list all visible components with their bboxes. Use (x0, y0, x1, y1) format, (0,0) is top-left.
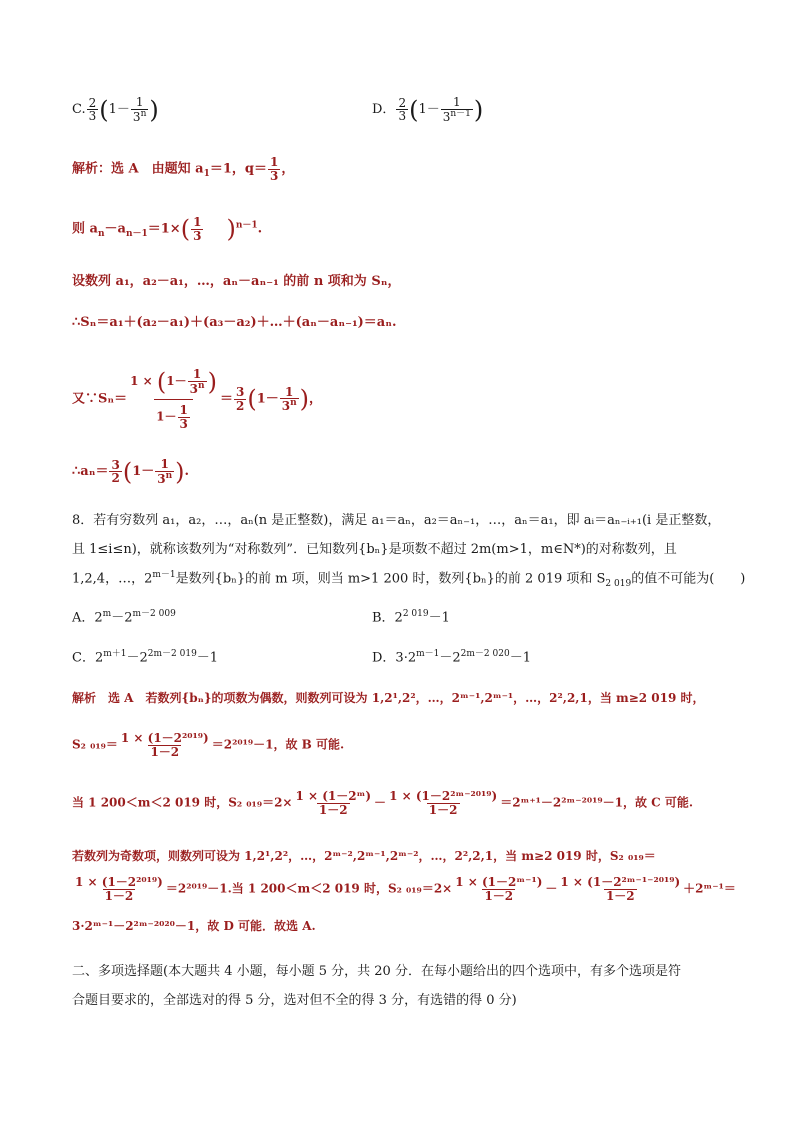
text: 解析：选 A 由题知 a (72, 161, 204, 177)
fraction (453, 876, 544, 902)
base: 3 (189, 381, 199, 396)
denominator (188, 381, 207, 396)
denominator (131, 109, 148, 124)
exponent: m (102, 609, 112, 619)
text: ＝1，q＝ (209, 161, 267, 177)
option-8d (372, 650, 531, 664)
base: 3 (132, 109, 141, 124)
numerator: 2 (88, 95, 97, 110)
denominator: 3 (269, 168, 279, 183)
numerator: 1 × (1－2ᵐ) (295, 789, 372, 803)
fraction-three-halves (109, 459, 121, 485)
option-d-label: D． (372, 102, 396, 118)
text: 1－ (166, 374, 187, 389)
base: 3 (281, 399, 291, 414)
text: ＝1× (147, 221, 181, 237)
denominator (280, 398, 299, 413)
text: －2 (126, 650, 148, 666)
numerator: 3 (111, 457, 120, 472)
exponent: n (140, 108, 147, 119)
numerator: 2 (398, 95, 407, 110)
text: － (374, 795, 387, 810)
numerator: 1 (192, 367, 202, 381)
exponent: m－1 (152, 570, 176, 580)
text: －1 (509, 650, 531, 666)
exponent: n (198, 380, 205, 391)
fraction (387, 790, 499, 816)
option-d (372, 96, 483, 123)
paren-close: ) (299, 385, 310, 414)
denominator: 3 (88, 109, 97, 124)
text: ＝2ᵐ⁺¹－2²ᵐ⁻²⁰¹⁹－1，故 C 可能. (500, 795, 694, 810)
fraction-two-thirds (396, 97, 408, 123)
option-8b (372, 610, 450, 624)
exponent: 2m－2 019 (147, 649, 197, 659)
base: 3 (157, 471, 166, 486)
solution7-line5 (72, 368, 322, 430)
denominator: 1－2 (318, 802, 348, 817)
numerator: 1 (160, 457, 169, 471)
fraction-1-over-3n-1 (441, 96, 473, 123)
solution7-line2 (72, 216, 262, 242)
text: －1 (196, 650, 219, 666)
text: 当 1 200＜m＜2 019 时，S₂ ₀₁₉＝2× (72, 795, 293, 810)
fraction (73, 876, 165, 902)
text: －a (104, 221, 126, 237)
text: － (545, 881, 558, 896)
solution8-line3 (72, 790, 693, 816)
text: ∴aₙ＝ (72, 464, 109, 480)
solution8-line1: 解析 选 A 若数列{bₙ}的项数为偶数，则数列可设为 1,2¹,2²，…，2ᵐ⁻¹,2ᵐ⁻¹，…，2²,2,1，当 m≥2 019 时， (72, 691, 705, 705)
fraction-1-over-3n (131, 96, 148, 123)
option-8a (72, 610, 176, 624)
denominator: 3 (179, 416, 188, 431)
paren-open: ( (180, 215, 191, 244)
text: 1－ (132, 464, 155, 480)
numerator: 1 × (1－2ᵐ⁻¹) (455, 875, 543, 889)
section2-heading-line2: 合题目要求的，全部选对的得 5 分，选对但不全的得 3 分，有选错的得 0 分) (72, 993, 517, 1008)
denominator (155, 471, 174, 486)
text: ＋2ᵐ⁻¹＝ (683, 881, 736, 896)
numerator: 1 × (1－2²⁰¹⁹) (120, 731, 209, 745)
numerator: 1 (135, 95, 144, 109)
fraction (293, 790, 373, 816)
numerator: 3 (235, 385, 245, 400)
denominator (441, 109, 473, 124)
fraction-two-thirds (87, 97, 99, 123)
paren-open: ( (122, 457, 133, 486)
denominator: 2 (235, 398, 245, 413)
denominator: 1－2 (428, 802, 458, 817)
text: 又∵Sₙ＝ (72, 391, 128, 407)
solution8-line4: 若数列为奇数项，则数列可设为 1,2¹,2²，…，2ᵐ⁻²,2ᵐ⁻¹,2ᵐ⁻²，…，2²,2,1，当 m≥2 019 时，S₂ ₀₁₉＝ (72, 849, 656, 863)
exponent: n (290, 398, 297, 409)
text: A．2 (72, 610, 103, 626)
text: 1－ (156, 409, 177, 424)
question8-line2: 且 1≤i≤n)，就称该数列为“对称数列”．已知数列{bₙ}是项数不超过 2m(m>1，m∈N*)的对称数列，且 (72, 542, 677, 557)
text: C．2 (72, 650, 104, 666)
solution8-line6: 3·2ᵐ⁻¹－2²ᵐ⁻²⁰²⁰－1，故 D 可能．故选 A. (72, 919, 316, 933)
text: . (184, 464, 190, 480)
denominator: 1－2 (150, 744, 180, 759)
fraction-one-third (191, 216, 203, 242)
numerator: 1 (269, 155, 279, 169)
text: D．3·2 (372, 650, 417, 666)
numerator: 1 × (1－2²ᵐ⁻²⁰¹⁹) (389, 789, 498, 803)
exponent: 2m－2 020 (460, 649, 510, 659)
numerator: 1 (453, 95, 461, 109)
text: S₂ ₀₁₉＝ (72, 737, 118, 752)
fraction-one-third (178, 404, 190, 430)
denominator: 1－2 (104, 888, 134, 903)
text: 1 × (130, 374, 153, 389)
text: B．2 (372, 610, 403, 626)
question8-line3 (72, 571, 745, 589)
text: －2 (439, 650, 461, 666)
subscript: n－1 (125, 229, 148, 240)
paren-open: ( (247, 385, 257, 414)
subscript: n (97, 229, 105, 240)
paren-close: ) (473, 95, 484, 124)
text: ， (281, 161, 295, 177)
denominator (154, 399, 193, 430)
exponent: n－1 (235, 220, 258, 231)
subscript: 1 (203, 169, 210, 180)
text: 1,2,4，…，2 (72, 571, 153, 587)
paren-open: ( (409, 95, 419, 124)
fraction-1-over-3n (188, 368, 207, 395)
base: 3 (442, 109, 451, 124)
solution7-line4: ∴Sₙ＝a₁＋(a₂－a₁)＋(a₃－a₂)＋…＋(aₙ－aₙ₋₁)＝aₙ. (72, 315, 397, 330)
exponent: m－2 009 (132, 609, 176, 619)
numerator: 1 (179, 403, 188, 418)
solution8-line5 (72, 876, 736, 902)
paren-open: ( (156, 367, 167, 396)
denominator: 1－2 (484, 888, 514, 903)
denominator: 1－2 (605, 888, 635, 903)
numerator: 1 × (1－2²ᵐ⁻¹⁻²⁰¹⁹) (560, 875, 681, 889)
numerator: 1 (193, 215, 202, 229)
text: . (257, 221, 263, 237)
paren-close: ) (149, 95, 159, 124)
numerator: 1 (285, 384, 294, 399)
fraction-three-halves (234, 386, 246, 412)
text: ， (309, 391, 323, 407)
one-minus: 1－ (108, 102, 130, 118)
fraction-1-over-3n (280, 386, 299, 413)
fraction-1-over-3n (155, 458, 174, 485)
question8-line1: 8．若有穷数列 a₁，a₂，…，aₙ(n 是正整数)，满足 a₁＝aₙ，a₂＝aₙ₋₁，…，aₙ＝a₁，即 aᵢ＝aₙ₋ᵢ₊₁(i 是正整数， (72, 513, 721, 528)
text: 则 a (72, 221, 98, 237)
exponent: m－1 (416, 649, 440, 659)
paren-close: ) (226, 215, 236, 244)
one-minus: 1－ (418, 102, 440, 118)
option-8c (72, 650, 218, 664)
section2-heading-line1: 二、多项选择题(本大题共 4 小题，每小题 5 分，共 20 分．在每小题给出的四个选项中，有多个选项是符 (72, 964, 681, 979)
solution8-line2 (72, 732, 344, 758)
text: 1－ (256, 391, 279, 407)
solution7-line1 (72, 156, 294, 182)
numerator: 1 × (1－2²⁰¹⁹) (75, 875, 163, 889)
exponent: n－1 (450, 108, 471, 119)
paren-open: ( (99, 95, 109, 124)
exponent: n (165, 470, 173, 481)
text: 是数列{bₙ}的前 m 项，则当 m>1 200 时，数列{bₙ}的前 2 019 项和 S (175, 571, 606, 587)
text: ＝2²⁰¹⁹－1.当 1 200＜m＜2 019 时，S₂ ₀₁₉＝2× (165, 881, 453, 896)
denominator: 3 (193, 228, 202, 243)
text: －2 (111, 610, 133, 626)
text: ＝ (219, 391, 233, 407)
exponent: 2 019 (402, 609, 429, 619)
option-c-label: C. (72, 102, 86, 118)
denominator: 2 (111, 471, 120, 486)
denominator: 3 (398, 109, 407, 124)
paren-close: ) (175, 457, 185, 486)
compound-fraction (128, 368, 219, 430)
text: 的值不可能为( ) (631, 571, 746, 587)
text: ＝2²⁰¹⁹－1，故 B 可能. (211, 737, 345, 752)
option-c (72, 96, 159, 123)
subscript: 2 019 (605, 578, 632, 589)
solution7-line6 (72, 458, 189, 485)
fraction-one-third (268, 156, 280, 182)
fraction (558, 876, 682, 902)
fraction (119, 732, 211, 758)
exponent: m＋1 (103, 649, 127, 659)
solution7-line3: 设数列 a₁，a₂－a₁，…，aₙ－aₙ₋₁ 的前 n 项和为 Sₙ， (72, 274, 401, 289)
paren-close: ) (207, 367, 217, 396)
text: －1 (428, 610, 450, 626)
numerator (128, 368, 219, 399)
